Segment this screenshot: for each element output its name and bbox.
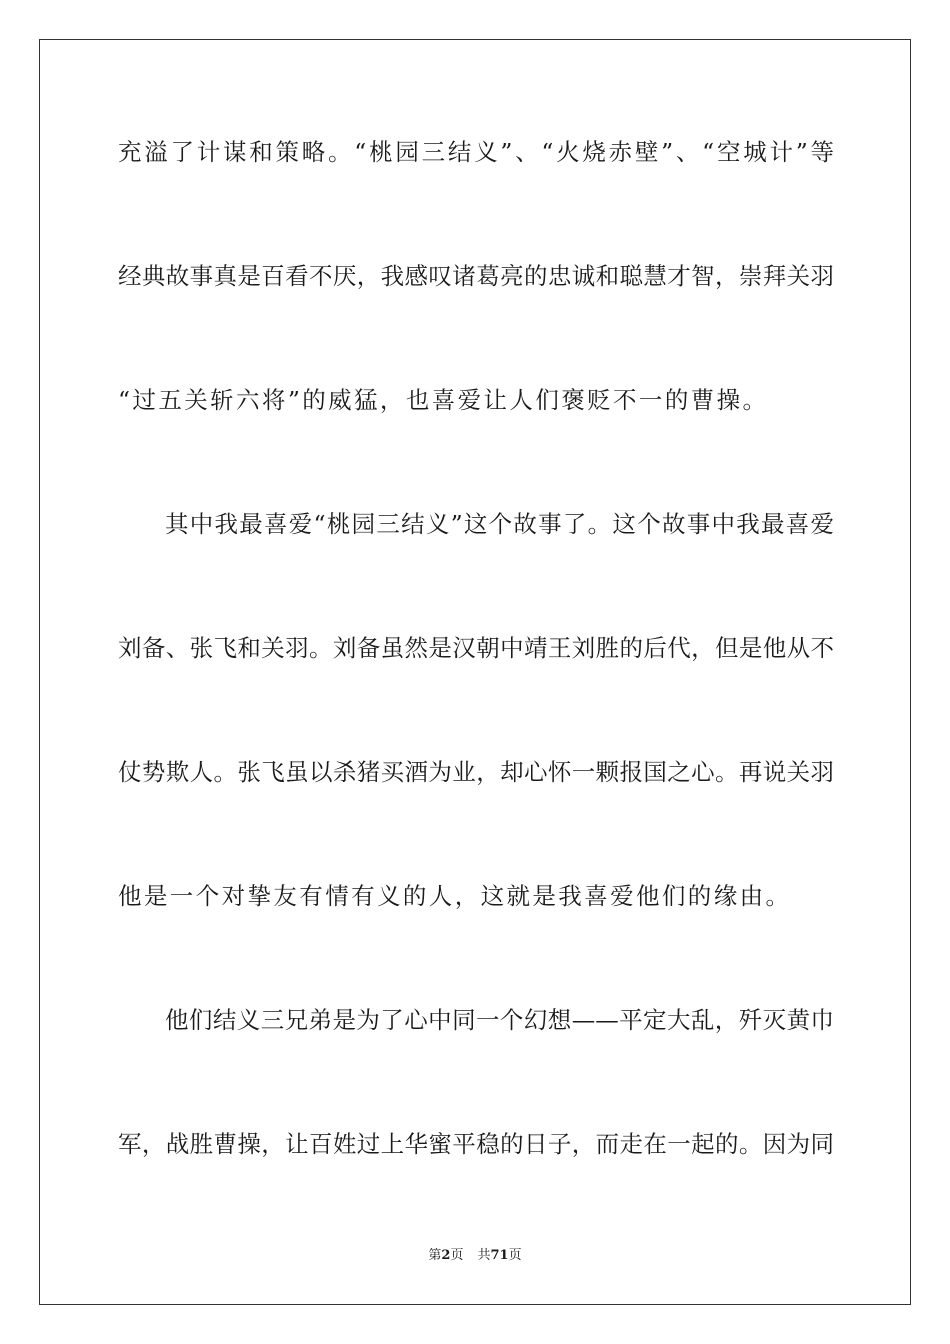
total-prefix: 共 (477, 1248, 491, 1263)
page-prefix: 第 (428, 1248, 442, 1263)
total-suffix: 页 (508, 1248, 522, 1263)
total-pages: 71 (490, 1248, 509, 1263)
page-suffix: 页 (450, 1248, 464, 1263)
body-line-8: 他们结义三兄弟是为了心中同一个幻想——平定大乱，歼灭黄巾 (165, 1006, 834, 1034)
body-line-9: 军，战胜曹操，让百姓过上华蜜平稳的日子，而走在一起的。因为同 (118, 1130, 834, 1158)
page-footer (0, 1247, 950, 1265)
body-line-7: 他是一个对挚友有情有义的人，这就是我喜爱他们的缘由。 (118, 882, 792, 910)
body-line-4: 其中我最喜爱“桃园三结义”这个故事了。这个故事中我最喜爱 (165, 510, 834, 538)
page-frame (39, 39, 911, 1305)
body-line-5: 刘备、张飞和关羽。刘备虽然是汉朝中靖王刘胜的后代，但是他从不 (118, 634, 834, 662)
body-line-3: “过五关斩六将”的威猛，也喜爱让人们褒贬不一的曹操。 (118, 386, 769, 414)
page-number: 2 (441, 1248, 451, 1263)
body-line-2: 经典故事真是百看不厌，我感叹诸葛亮的忠诚和聪慧才智，崇拜关羽 (118, 262, 834, 290)
body-line-6: 仗势欺人。张飞虽以杀猪买酒为业，却心怀一颗报国之心。再说关羽 (118, 758, 834, 786)
body-line-1: 充溢了计谋和策略。“桃园三结义”、“火烧赤壁”、“空城计”等 (118, 138, 834, 166)
